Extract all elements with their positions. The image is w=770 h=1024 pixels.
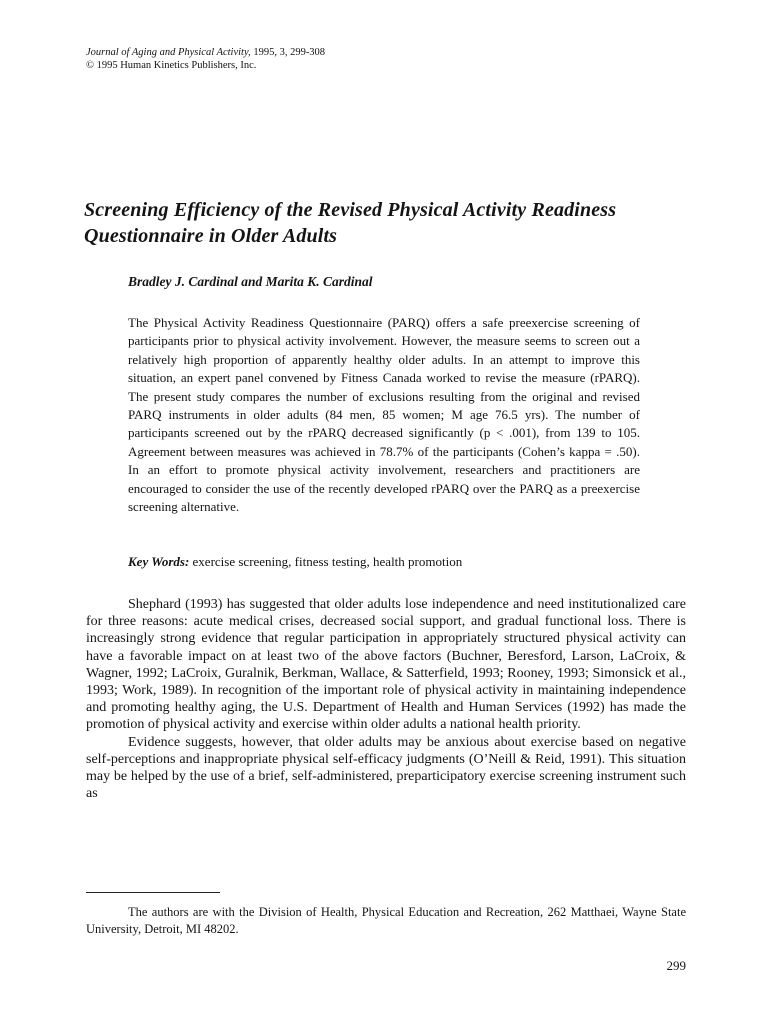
keywords-text: exercise screening, fitness testing, health promotion [189, 554, 463, 569]
keywords [128, 554, 462, 570]
volume-info: 1995, 3, 299-308 [250, 47, 326, 58]
body-paragraph: Evidence suggests, however, that older adults may be anxious about exercise based on negative self-perceptions and inappropriate physical self-efficacy judgments (O’Neill & Reid, 1991). This situation may be helped by the use of a brief, self-administered, preparticipatory exercise screening instrument such as [86, 734, 686, 802]
article-authors: Bradley J. Cardinal and Marita K. Cardinal [128, 274, 373, 289]
body-paragraph: Shephard (1993) has suggested that older adults lose independence and need institutionalized care for three reasons: acute medical crises, decreased social support, and gradual functional loss. There is increasingly strong evidence that regular participation in appropriately structured physical activity can have a favorable impact on at least two of the above factors (Buchner, Beresford, Larson, LaCroix, & Wagner, 1992; LaCroix, Guralnik, Berkman, Wallace, & Satterfield, 1993; Rooney, 1993; Simonsick et al., 1993; Work, 1989). In recognition of the important role of physical activity in maintaining independence and promoting healthy aging, the U.S. Department of Health and Human Services (1992) has made the promotion of physical activity and exercise within older adults a national health priority. [86, 597, 686, 733]
copyright-notice: © 1995 Human Kinetics Publishers, Inc. [86, 60, 257, 71]
body-text [86, 596, 686, 802]
article-title: Screening Efficiency of the Revised Physical Activity Readiness Questionnaire in Older Adults [84, 199, 617, 248]
footnote [86, 904, 686, 938]
journal-name: Journal of Aging and Physical Activity, [86, 47, 251, 58]
abstract-text: The Physical Activity Readiness Questionnaire (PARQ) offers a safe preexercise screening of participants prior to physical activity involvement. However, the measure seems to screen out a relatively high proportion of apparently healthy older adults. In an attempt to improve this situation, an expert panel convened by Fitness Canada worked to revise the measure (rPARQ). The present study compares the number of exclusions resulting from the original and revised PARQ instruments in older adults (84 men, 85 women; M age 76.5 yrs). The number of participants screened out by the rPARQ decreased significantly (p < .001), from 139 to 105. Agreement between measures was achieved in 78.7% of the participants (Cohen’s kappa = .50). In an effort to promote physical activity involvement, researchers and practitioners are encouraged to consider the use of the recently developed rPARQ over the PARQ as a preexercise screening alternative. [128, 315, 640, 515]
footnote-text: The authors are with the Division of Health, Physical Education and Recreation, 262 Matthaei, Wayne State University, Detroit, MI 48202. [86, 905, 686, 936]
page-number: 299 [666, 958, 686, 973]
keywords-label: Key Words: [128, 554, 190, 569]
journal-citation [86, 46, 325, 59]
abstract [128, 314, 640, 516]
footnote-divider [86, 892, 220, 893]
